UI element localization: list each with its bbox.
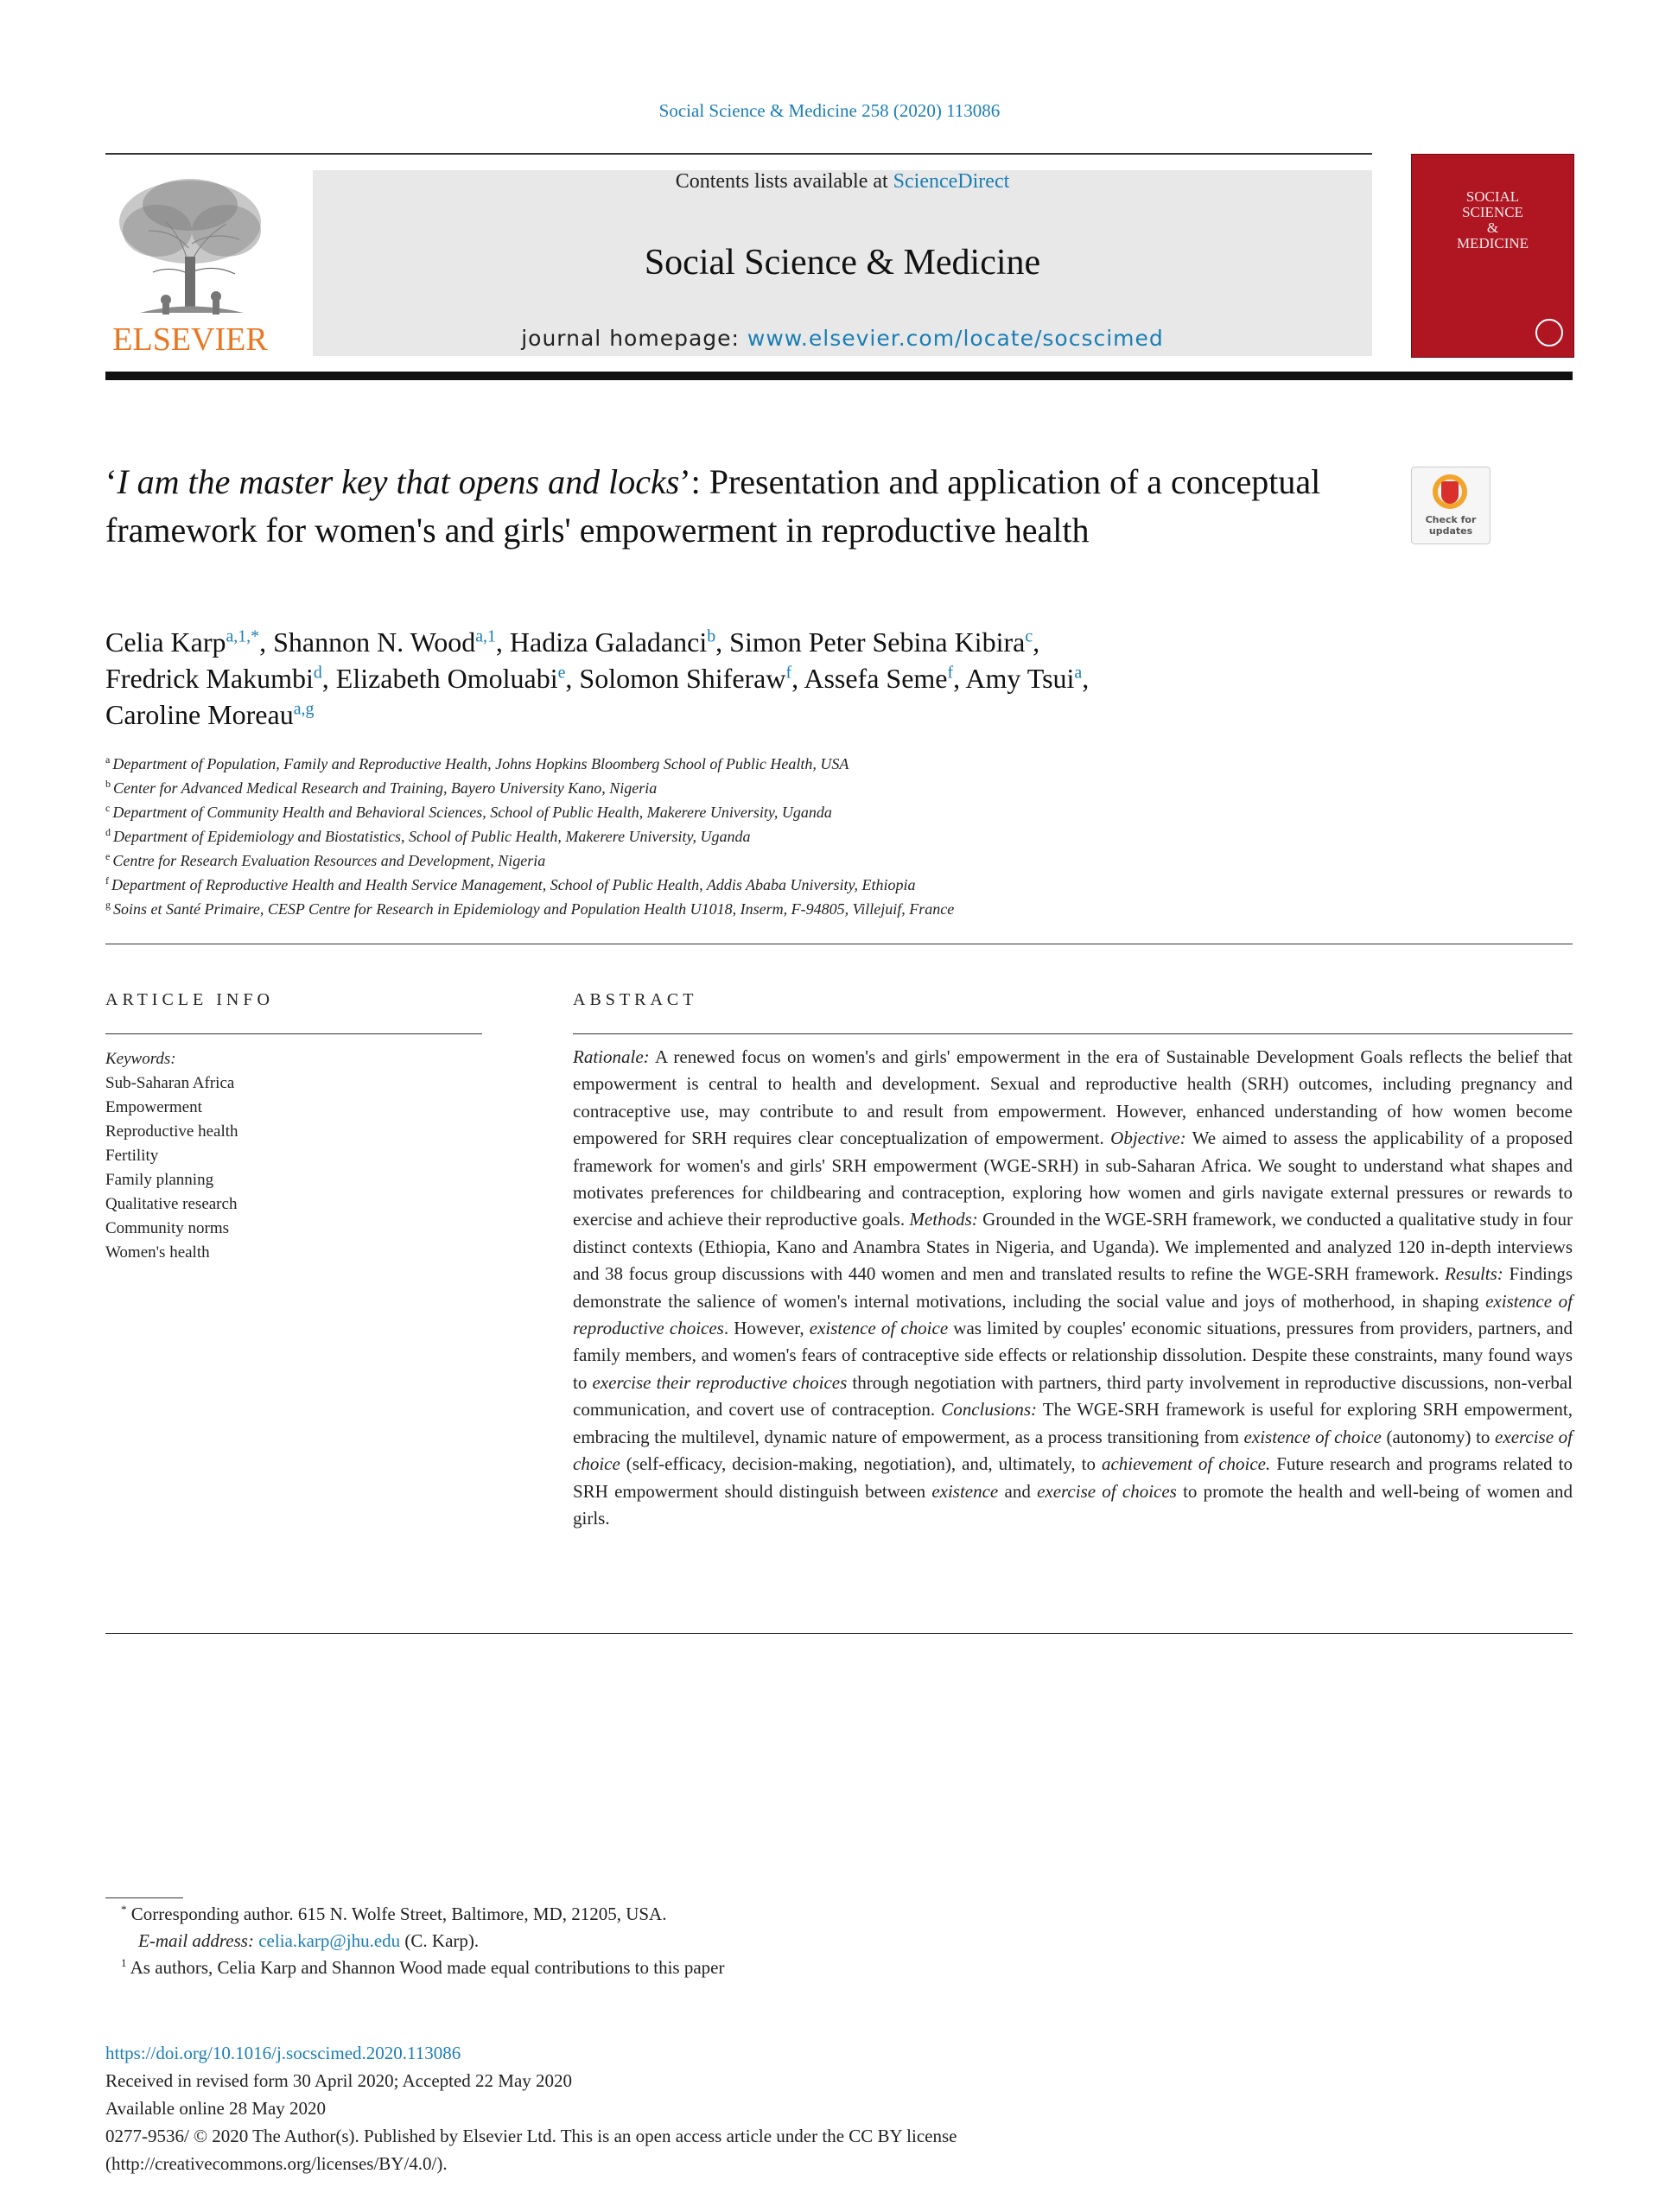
author-separator: ,	[1033, 626, 1040, 658]
email-note	[121, 1928, 1417, 1955]
email-suffix: (C. Karp).	[400, 1930, 480, 1951]
check-for-updates-button[interactable]	[1411, 467, 1491, 544]
abstract-text: (autonomy) to	[1381, 1426, 1496, 1447]
author-separator: ,	[791, 663, 804, 694]
title-quote-close: ’	[679, 462, 691, 501]
affiliation-text: Center for Advanced Medical Research and Training, Bayero University Kano, Nigeria	[113, 779, 658, 797]
keyword[interactable]: Empowerment	[105, 1098, 202, 1116]
footnote-mark: *	[121, 1903, 127, 1916]
affiliation	[105, 897, 1488, 921]
abstract-emphasis: existence	[931, 1480, 999, 1502]
abstract-text: We aimed to assess the applicability of a proposed framework for women's and girls' SRH empowerment (WGE-SRH) in sub-Saharan Africa. We sought to understand what shapes and motivates preferences for childbearing and contraception, exploring how women and girls navigate external pressures or rewards to exercise and achieve their reproductive goals.	[573, 1128, 1573, 1230]
author-separator: ,	[715, 626, 730, 658]
keywords-label: Keywords:	[105, 1050, 176, 1068]
author[interactable]: Hadiza Galadanci$^b$	[509, 626, 716, 658]
cover-title-line: MEDICINE	[1456, 235, 1529, 251]
header-rule	[105, 153, 1372, 155]
journal-cover[interactable]	[1411, 154, 1574, 358]
title-quote-open: ‘	[105, 462, 118, 501]
keyword[interactable]: Community norms	[105, 1219, 230, 1237]
author-affiliation-sup[interactable]: c	[1025, 626, 1033, 646]
footnote-text: Corresponding author. 615 N. Wolfe Street, Baltimore, MD, 21205, USA.	[126, 1904, 667, 1924]
abstract-emphasis: existence of choice	[809, 1318, 949, 1339]
abstract-text: to promote the health and well-being of women and girls.	[573, 1480, 1573, 1529]
keyword[interactable]: Qualitative research	[105, 1195, 238, 1213]
footnotes	[121, 1901, 1417, 1981]
affiliation	[105, 800, 1488, 824]
affiliation-key: e	[105, 850, 111, 862]
abstract-emphasis: exercise of choices	[1037, 1480, 1177, 1502]
author-affiliation-sup[interactable]: b	[707, 626, 716, 646]
author[interactable]: Shannon N. Wood$^{a,1}$	[273, 626, 496, 658]
title-italic-part: I am the master key that opens and locks	[117, 462, 680, 501]
copyright-line: 0277-9536/ © 2020 The Author(s). Published by Elsevier Ltd. This is an open access article under the CC BY license	[105, 2126, 957, 2146]
author-separator: ,	[259, 626, 274, 658]
abstract-text: . However,	[723, 1318, 810, 1339]
abstract-text: (self-efficacy, decision-making, negotiation), and, ultimately, to	[620, 1453, 1102, 1475]
author-separator: ,	[565, 663, 580, 694]
journal-title: Social Science & Medicine	[644, 243, 1041, 283]
corresponding-author-mark[interactable]: *	[251, 626, 260, 646]
article-title	[105, 458, 1384, 555]
abstract-emphasis: achievement of choice.	[1101, 1453, 1271, 1475]
author[interactable]: Celia Karp$^{a,1,*}$	[105, 626, 260, 658]
abstract-emphasis: exercise of choice	[573, 1426, 1573, 1475]
tree-icon	[105, 170, 275, 317]
affiliation-text: Department of Population, Family and Reproductive Health, Johns Hopkins Bloomberg School of Public Health, USA	[112, 755, 849, 772]
author[interactable]: Elizabeth Omoluabi$^e$	[335, 663, 566, 694]
elsevier-wordmark: ELSEVIER	[112, 321, 268, 358]
publication-info	[105, 2039, 1488, 2177]
abstract-section-label: Objective:	[1110, 1128, 1186, 1149]
abstract-text: Grounded in the WGE-SRH framework, we conducted a qualitative study in four distinct contexts (Ethiopia, Kano and Anambra States in Nigeria, and Uganda). We implemented and analyzed 120 in-depth interviews and 38 focus group discussions with 440 women and men and translated results to refine the WGE-SRH framework.	[573, 1209, 1573, 1285]
received-dates: Received in revised form 30 April 2020; Accepted 22 May 2020	[105, 2070, 573, 2091]
abstract-section-label: Results:	[1445, 1263, 1503, 1285]
journal-homepage	[313, 326, 1372, 351]
journal-masthead	[313, 170, 1372, 356]
abstract-emphasis: existence of reproductive choices	[573, 1290, 1573, 1339]
keyword[interactable]: Fertility	[105, 1147, 159, 1165]
abstract-emphasis: exercise their reproductive choices	[592, 1371, 848, 1393]
affiliation-list	[105, 752, 1488, 921]
author-separator: ,	[321, 663, 336, 694]
abstract-emphasis: existence of choice	[1243, 1426, 1382, 1447]
cover-title-line: &	[1486, 219, 1499, 236]
abstract-text: and	[998, 1480, 1038, 1502]
affiliation-key: a	[105, 753, 111, 766]
author[interactable]: Caroline Moreau$^{a,g}$	[105, 699, 315, 730]
affiliation	[105, 873, 1488, 897]
cover-title	[1412, 189, 1573, 251]
abstract-text: through negotiation with partners, third party involvement in reproductive discussions, non-verbal communication, and covert use of contraception.	[573, 1371, 1573, 1421]
affiliation-key: g	[105, 899, 111, 911]
abstract-section-label: Rationale:	[573, 1046, 650, 1067]
homepage-prefix: journal homepage:	[521, 326, 747, 351]
affiliation	[105, 849, 1488, 873]
abstract-section-label: Methods:	[909, 1209, 978, 1230]
affiliation	[105, 824, 1488, 849]
author-affiliation-sup[interactable]: a,1,	[226, 626, 251, 646]
keywords-list	[105, 1071, 238, 1265]
author[interactable]: Assefa Seme$^f$	[804, 663, 954, 694]
abstract-heading: ABSTRACT	[573, 990, 698, 1009]
available-online: Available online 28 May 2020	[105, 2098, 327, 2119]
sciencedirect-link[interactable]: ScienceDirect	[893, 170, 1010, 193]
affiliation-key: b	[105, 778, 111, 790]
cover-title-line: SCIENCE	[1462, 204, 1523, 220]
footnote-text: As authors, Celia Karp and Shannon Wood made equal contributions to this paper	[126, 1957, 725, 1978]
section-divider	[105, 1633, 1573, 1634]
author-affiliation-sup[interactable]: f	[947, 663, 954, 683]
keyword[interactable]: Family planning	[105, 1171, 214, 1189]
bookmark-icon	[1441, 481, 1459, 504]
abstract-text: The WGE-SRH framework is useful for exploring SRH empowerment, embracing the multilevel, dynamic nature of empowerment, as a process transitioning from	[573, 1399, 1573, 1447]
corresponding-author-note	[121, 1901, 1417, 1928]
check-updates-label	[1412, 514, 1490, 537]
author-affiliation-sup[interactable]: f	[785, 663, 792, 683]
keyword[interactable]: Sub-Saharan Africa	[105, 1074, 235, 1092]
article-info-heading: ARTICLE INFO	[105, 990, 274, 1009]
abstract-text: was limited by couples' economic situations, pressures from providers, partners, and family members, and women's fears of contraceptive side effects or relationship dissolution. Despite these constraints, many found ways to	[573, 1318, 1573, 1393]
affiliation-text: Soins et Santé Primaire, CESP Centre for Research in Epidemiology and Population Health U1018, Inserm, F-94805, Villejuif, France	[113, 900, 955, 918]
author[interactable]: Amy Tsui$^a$	[965, 663, 1083, 694]
affiliation	[105, 752, 1488, 776]
masthead-rule	[105, 372, 1573, 380]
author-separator: ,	[953, 663, 966, 694]
abstract-body	[573, 1044, 1573, 1532]
author[interactable]: Fredrick Makumbi$^d$	[105, 663, 322, 694]
article-info-rule	[105, 1033, 482, 1034]
author-separator: ,	[495, 626, 510, 658]
abstract-text: Findings demonstrate the salience of women's internal motivations, including the social value and joys of motherhood, in shaping	[573, 1263, 1573, 1312]
doi-link[interactable]: https://doi.org/10.1016/j.socscimed.2020.113086	[105, 2043, 461, 2063]
author-separator: ,	[1082, 663, 1090, 694]
keyword[interactable]: Reproductive health	[105, 1122, 238, 1141]
author[interactable]: Simon Peter Sebina Kibira$^c$	[729, 626, 1033, 658]
license-url[interactable]: (http://creativecommons.org/licenses/BY/4.0/).	[105, 2153, 448, 2174]
impact-badge-icon	[1535, 319, 1563, 346]
check-updates-line: updates	[1428, 525, 1473, 537]
affiliation-text: Department of Community Health and Behavioral Sciences, School of Public Health, Makerere University, Uganda	[112, 804, 832, 821]
affiliation-key: f	[105, 874, 109, 887]
abstract-text: Future research and programs related to SRH empowerment should distinguish between	[573, 1453, 1573, 1502]
check-updates-line: Check for	[1425, 514, 1477, 525]
journal-citation[interactable]: Social Science & Medicine 258 (2020) 113086	[658, 100, 1001, 121]
abstract-section-label: Conclusions:	[941, 1399, 1038, 1421]
footnote-mark: 1	[121, 1956, 127, 1969]
affiliation-key: c	[105, 802, 111, 814]
equal-contribution-note	[121, 1955, 1417, 1981]
affiliation-text: Centre for Research Evaluation Resources and Development, Nigeria	[112, 852, 546, 869]
abstract-text: A renewed focus on women's and girls' empowerment in the era of Sustainable Development Goals reflects the belief that empowerment is central to health and development. Sexual and reproductive health (SRH) outcomes, including pregnancy and contraceptive use, may contribute to and result from empowerment. However, enhanced understanding of how women become empowered for SRH requires clear conceptualization of empowerment.	[573, 1046, 1573, 1149]
author-affiliation-sup[interactable]: a	[1074, 663, 1083, 683]
footnote-rule	[105, 1897, 183, 1898]
journal-homepage-link[interactable]: www.elsevier.com/locate/socscimed	[747, 326, 1164, 351]
elsevier-logo[interactable]	[105, 170, 275, 359]
keyword[interactable]: Women's health	[105, 1243, 210, 1262]
author-affiliation-sup[interactable]: a,g	[293, 699, 315, 719]
author-list	[105, 624, 1488, 733]
email-link[interactable]: celia.karp@jhu.edu	[258, 1930, 401, 1951]
affiliation-key: d	[105, 826, 111, 838]
cover-title-line: SOCIAL	[1465, 188, 1520, 205]
email-label: E-mail address:	[138, 1930, 254, 1951]
contents-availability	[313, 170, 1372, 194]
abstract-rule	[573, 1033, 1573, 1034]
affiliation-text: Department of Epidemiology and Biostatistics, School of Public Health, Makerere University, Uganda	[113, 828, 751, 845]
author-affiliation-sup[interactable]: e	[557, 663, 566, 683]
author-affiliation-sup[interactable]: d	[313, 663, 322, 683]
title-rest: : Presentation and application of a conceptual framework for women's and girls' empowerment in reproductive health	[105, 462, 1321, 550]
affiliation	[105, 776, 1488, 800]
author[interactable]: Solomon Shiferaw$^f$	[579, 663, 792, 694]
contents-prefix: Contents lists available at	[675, 170, 893, 193]
affiliation-text: Department of Reproductive Health and Health Service Management, School of Public Health, Addis Ababa University, Ethiopia	[111, 876, 916, 893]
author-affiliation-sup[interactable]: a,1	[475, 626, 496, 646]
